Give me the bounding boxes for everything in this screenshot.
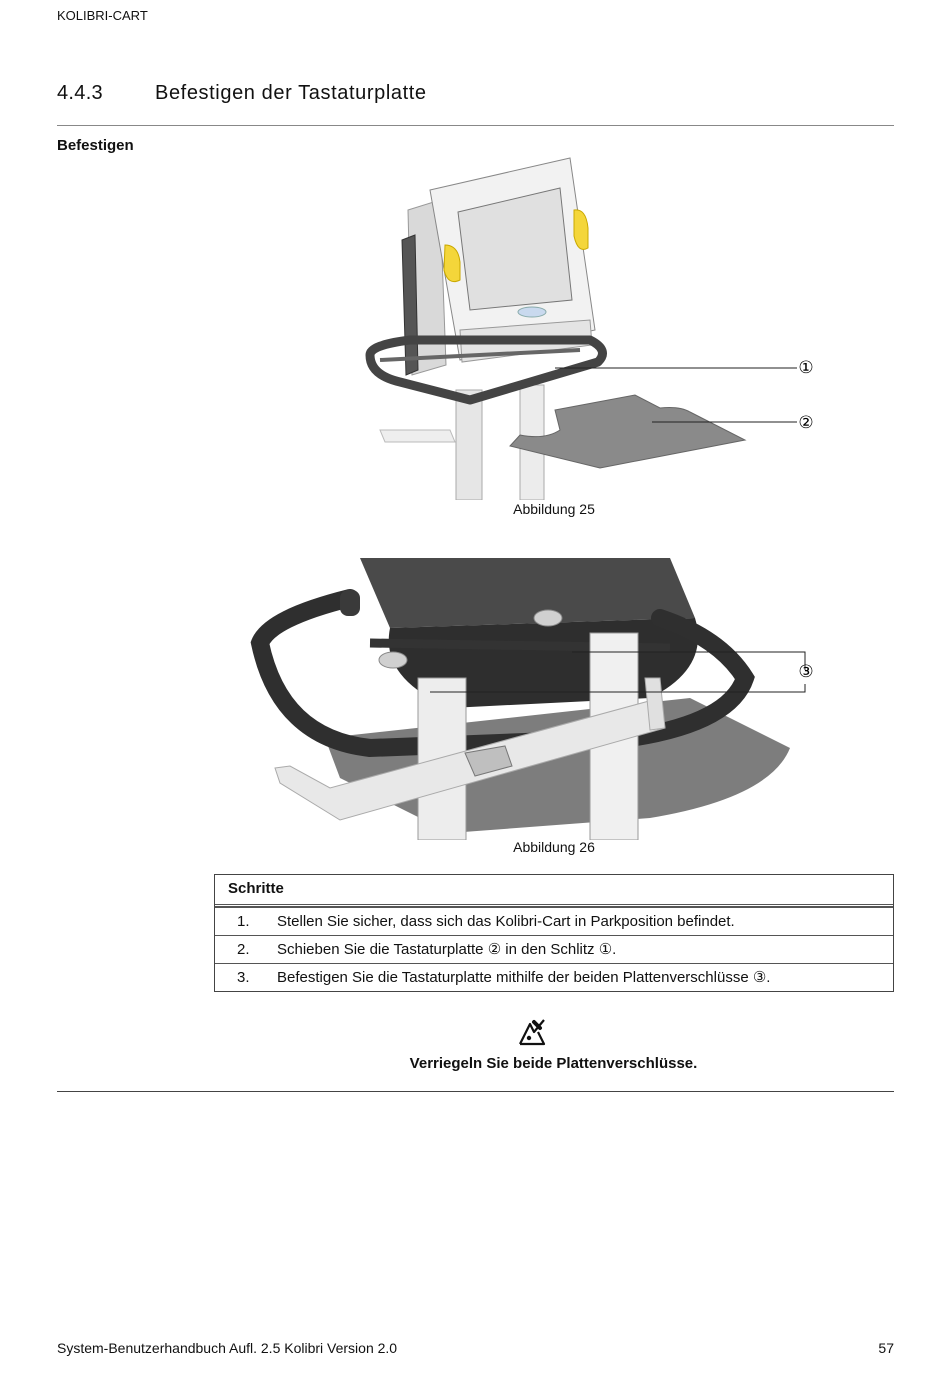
- callout-3: ③: [798, 662, 814, 682]
- section-number: 4.4.3: [57, 82, 103, 104]
- figure-cart-monitor: [360, 150, 820, 500]
- step-text: Schieben Sie die Tastaturplatte ② in den Schlitz ①.: [277, 941, 617, 958]
- top-rule: [57, 125, 894, 126]
- step-row: [215, 935, 893, 963]
- running-header: KOLIBRI-CART: [57, 8, 148, 23]
- figure-plate-locks: [250, 548, 820, 840]
- step-number: 1.: [237, 913, 250, 930]
- section-title: Befestigen der Tastaturplatte: [155, 82, 427, 104]
- note-text: Verriegeln Sie beide Plattenverschlüsse.: [409, 1055, 698, 1072]
- step-text: Befestigen Sie die Tastaturplatte mithilfe der beiden Plattenverschlüsse ③.: [277, 969, 771, 986]
- page-number: 57: [878, 1340, 894, 1356]
- footer-label: System-Benutzerhandbuch Aufl. 2.5 Kolibri Version 2.0: [57, 1340, 398, 1356]
- figure-caption: Abbildung 26: [513, 839, 595, 855]
- callout-1: ①: [798, 358, 814, 378]
- step-number: 3.: [237, 969, 250, 986]
- step-row: [215, 963, 893, 991]
- steps-table: [214, 874, 894, 992]
- steps-heading: Schritte: [215, 875, 893, 907]
- side-heading: Befestigen: [57, 137, 134, 154]
- figure-caption: Abbildung 25: [513, 501, 595, 517]
- step-text: Stellen Sie sicher, dass sich das Kolibri-Cart in Parkposition befindet.: [277, 913, 735, 930]
- callout-2: ②: [798, 413, 814, 433]
- step-row: [215, 907, 893, 935]
- hand-note-icon: [516, 1016, 548, 1048]
- bottom-rule: [57, 1091, 894, 1092]
- step-number: 2.: [237, 941, 250, 958]
